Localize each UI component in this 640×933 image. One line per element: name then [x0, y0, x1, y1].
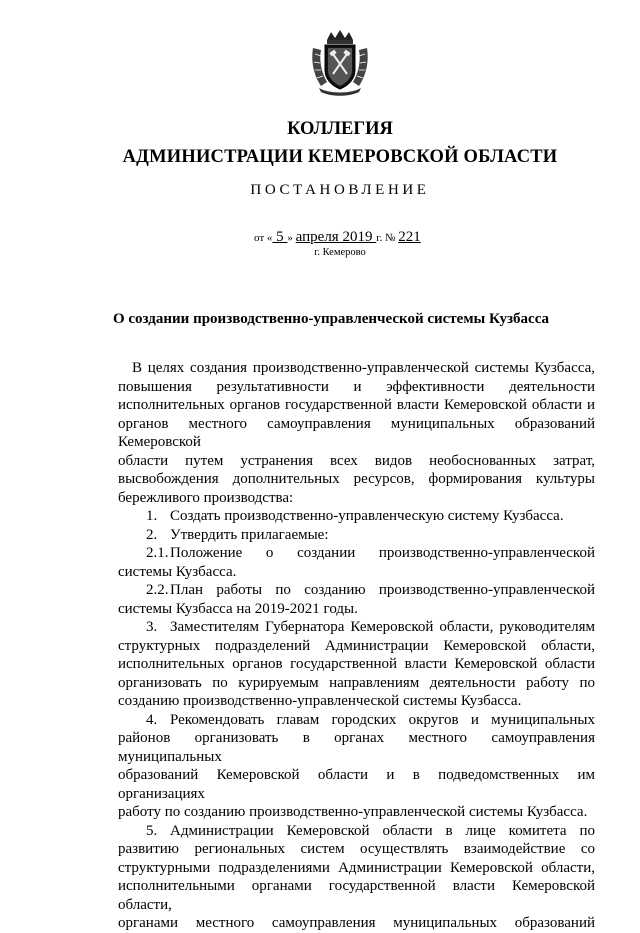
item-number: 3. — [146, 619, 158, 635]
text-line: исполнительных органов государственной власти Кемеровской области и — [118, 397, 595, 413]
city: г. Кемерово — [314, 247, 366, 258]
item-2-2 — [118, 581, 595, 600]
item-text: Утвердить прилагаемые: — [170, 526, 329, 543]
document-subject: О создании производственно-управленческой системы Кузбасса — [112, 311, 550, 327]
text-line: системы Кузбасса на 2019-2021 годы. — [118, 600, 358, 617]
header-line-1: КОЛЛЕГИЯ — [287, 119, 393, 139]
item-5 — [118, 822, 595, 841]
item-2 — [118, 526, 595, 545]
item-3 — [118, 618, 595, 637]
date-g-number-label: г. № — [376, 232, 399, 244]
item-text: Администрации Кемеровской области в лице комитета по — [170, 822, 595, 839]
date-line — [254, 229, 421, 246]
header-line-2: АДМИНИСТРАЦИИ КЕМЕРОВСКОЙ ОБЛАСТИ — [122, 147, 558, 167]
text-line: бережливого производства: — [118, 489, 294, 506]
text-line: созданию производственно-управленческой системы Кузбасса. — [118, 693, 522, 709]
text-line: исполнительными органами государственной власти Кемеровской области, — [118, 878, 595, 913]
item-text: Создать производственно-управленческую систему Кузбасса. — [170, 508, 564, 524]
item-number: 1. — [146, 508, 158, 524]
coat-of-arms-emblem — [309, 30, 371, 96]
item-number: 2. — [146, 526, 158, 543]
item-text: Заместителям Губернатора Кемеровской области, руководителям — [170, 619, 595, 635]
date-month-year: апреля 2019 — [295, 229, 377, 245]
document-body — [118, 359, 595, 933]
item-text: Рекомендовать главам городских округов и муниципальных — [170, 711, 595, 728]
item-number: 4. — [146, 711, 158, 728]
item-number: 2.2. — [146, 582, 169, 598]
text-line: районов организовать в органах местного самоуправления муниципальных — [118, 730, 595, 765]
text-line: развитию региональных систем осуществлять взаимодействие со — [118, 841, 595, 857]
date-prefix: от « — [254, 232, 273, 244]
date-day: 5 — [272, 229, 288, 245]
text-line: системы Кузбасса. — [118, 563, 237, 580]
text-line: органами местного самоуправления муниципальных образований — [118, 915, 595, 931]
item-text: План работы по созданию производственно-управленческой — [170, 582, 595, 598]
text-line: организовать по курируемым направлениям деятельности работу по — [118, 674, 595, 691]
text-line: образований Кемеровской области и в подведомственных им организациях — [118, 767, 595, 802]
text-line: исполнительных органов государственной власти Кемеровской области — [118, 656, 595, 672]
date-mid: » — [287, 232, 296, 244]
item-number: 5. — [146, 822, 158, 839]
text-line: В целях создания производственно-управленческой системы Кузбасса, — [132, 360, 595, 376]
item-number: 2.1. — [146, 545, 169, 561]
text-line: органов местного самоуправления муниципальных образований Кемеровской — [118, 415, 595, 450]
text-line: высвобождения дополнительных ресурсов, формирования культуры — [118, 471, 595, 487]
item-2-1 — [118, 544, 595, 563]
item-4 — [118, 711, 595, 730]
document-type: ПОСТАНОВЛЕНИЕ — [250, 182, 430, 198]
text-line: работу по созданию производственно-управленческой системы Кузбасса. — [118, 804, 588, 820]
text-line: структурных подразделений Администрации Кемеровской области, — [118, 637, 595, 654]
text-line: повышения результативности и эффективности деятельности — [118, 378, 595, 395]
text-line: структурными подразделениями Администрации Кемеровской области, — [118, 859, 595, 876]
item-text: Положение о создании производственно-управленческой — [170, 545, 595, 561]
text-line: области путем устранения всех видов необоснованных затрат, — [118, 452, 595, 469]
item-1 — [118, 507, 595, 526]
document-number: 221 — [398, 229, 421, 245]
